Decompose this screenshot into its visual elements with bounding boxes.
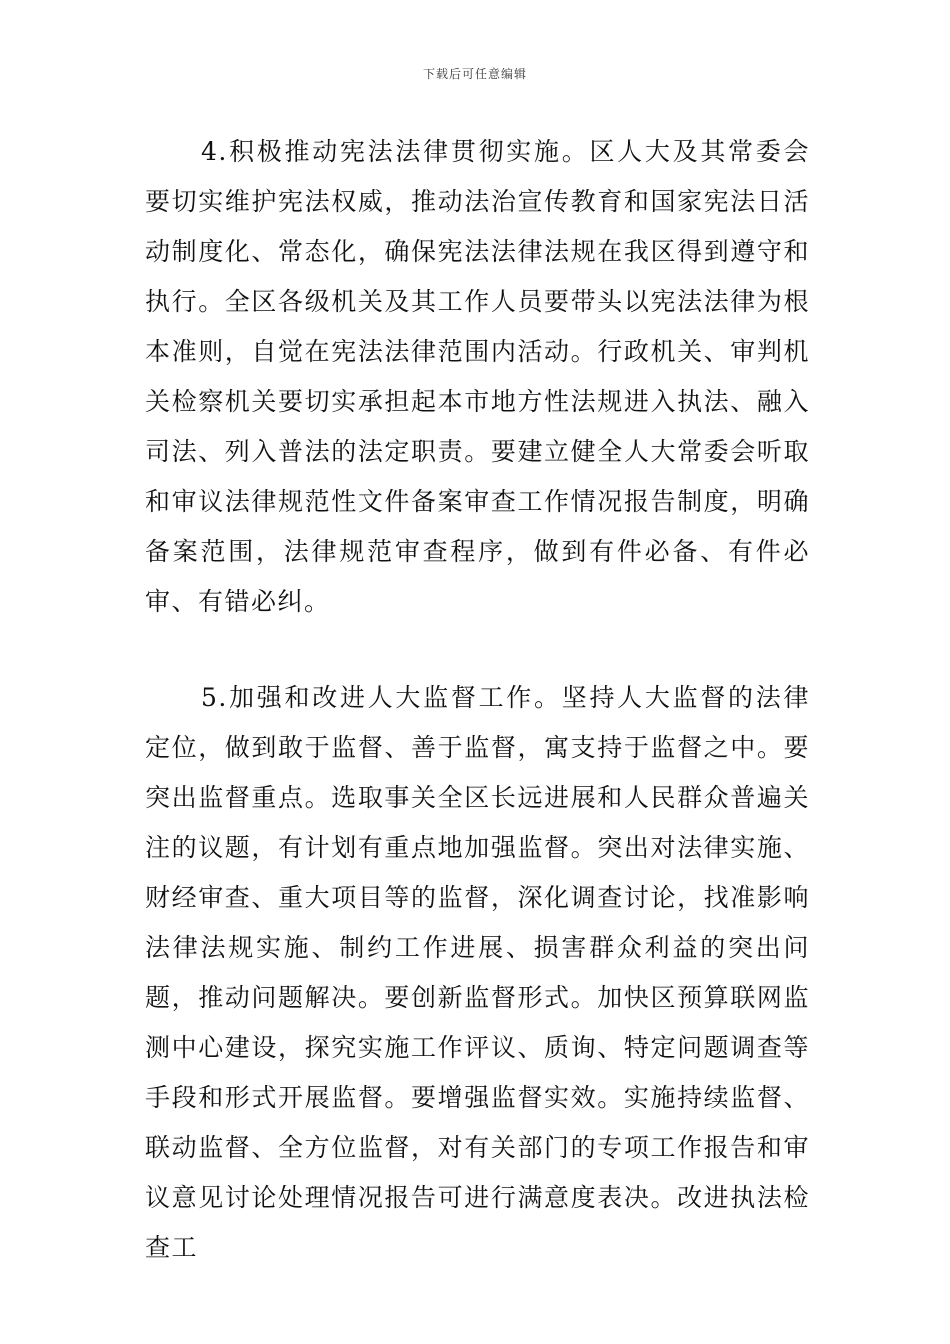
paragraph-5: 5.加强和改进人大监督工作。坚持人大监督的法律定位，做到敢于监督、善于监督，寓支持于监督之中。要突出监督重点。选取事关全区长远进展和人民群众普遍关注的议题，有计划有重点地加强监督。突出对法律实施、财经审查、重大项目等的监督，深化调查讨论，找准影响法律法规实施、制约工作进展、损害群众利益的突出问题，推动问题解决。要创新监督形式。加快区预算联网监测中心建设，探究实施工作评议、质询、特定问题调查等手段和形式开展监督。要增强监督实效。实施持续监督、联动监督、全方位监督，对有关部门的专项工作报告和审议意见讨论处理情况报告可进行满意度表决。改进执法检查工 xyxy=(145,683,810,1262)
paragraph-4: 4.积极推动宪法法律贯彻实施。区人大及其常委会要切实维护宪法权威，推动法治宣传教育和国家宪法日活动制度化、常态化，确保宪法法律法规在我区得到遵守和执行。全区各级机关及其工作人员要带头以宪法法律为根本准则，自觉在宪法法律范围内活动。行政机关、审判机关检察机关要切实承担起本市地方性法规进入执法、融入司法、列入普法的法定职责。要建立健全人大常委会听取和审议法律规范性文件备案审查工作情况报告制度，明确备案范围，法律规范审查程序，做到有件必备、有件必审、有错必纠。 xyxy=(145,137,810,616)
header-note: 下载后可任意编辑 xyxy=(422,67,527,81)
